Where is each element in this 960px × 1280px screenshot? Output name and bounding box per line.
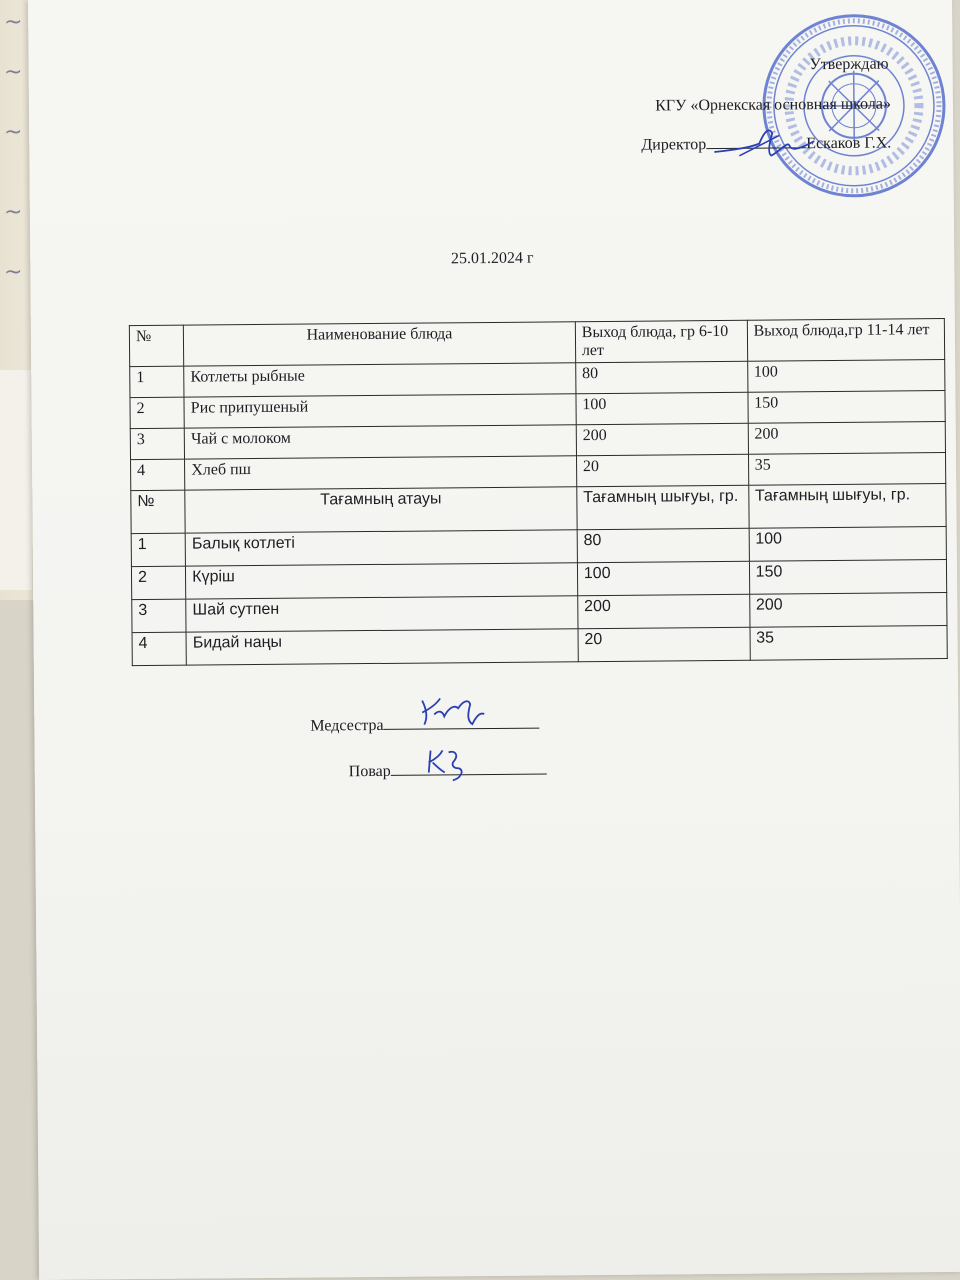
table-header-kz (131, 484, 946, 534)
row-number: 4 (131, 459, 185, 490)
signature-block (310, 714, 547, 808)
dish-name: Шай сутпен (186, 596, 578, 632)
header-portion-kz-b: Тағамның шығуы, гр. (748, 484, 946, 529)
header-number: № (129, 325, 184, 366)
cook-signature-row (349, 760, 547, 808)
row-number: 3 (132, 599, 186, 632)
header-dish-name-kz: Тағамның атауы (185, 487, 577, 533)
dish-name: Балық котлеті (185, 530, 577, 566)
row-number: 1 (131, 533, 185, 566)
document-date: 25.01.2024 г (450, 249, 534, 268)
portion-11-14: 150 (749, 560, 947, 595)
portion-6-10: 200 (578, 594, 750, 628)
cook-label: Повар (348, 762, 391, 781)
portion-6-10: 80 (577, 528, 749, 562)
row-number: 3 (130, 428, 184, 459)
nurse-label: Медсестра (310, 716, 384, 735)
background-scribble: ~ (4, 200, 23, 225)
document-sheet (28, 0, 960, 1280)
header-portion-6-10: Выход блюда, гр 6-10 лет (575, 320, 747, 362)
portion-6-10: 100 (577, 561, 749, 595)
portion-11-14: 200 (748, 422, 946, 455)
row-number: 1 (130, 366, 184, 397)
portion-6-10: 80 (576, 361, 748, 393)
dish-name: Хлеб пш (185, 456, 577, 490)
dish-name: Чай с молоком (184, 425, 576, 459)
dish-name: Бидай наңы (186, 629, 578, 665)
director-signature (709, 121, 819, 166)
dish-name: Рис припушеный (184, 394, 576, 428)
portion-6-10: 100 (576, 392, 748, 424)
header-dish-name: Наименование блюда (184, 322, 576, 366)
portion-11-14: 35 (748, 453, 946, 486)
row-number: 2 (131, 566, 185, 599)
cook-signature (425, 746, 471, 782)
director-name: Ескаков Г.Х. (806, 134, 892, 153)
menu-table (129, 318, 948, 666)
header-portion-11-14: Выход блюда,гр 11-14 лет (747, 319, 945, 362)
row-number: 4 (132, 632, 186, 665)
portion-11-14: 150 (748, 391, 946, 424)
background-scribble: ~ (4, 10, 23, 35)
nurse-signature (418, 694, 488, 729)
portion-11-14: 35 (750, 626, 948, 661)
approve-word: Утверждаю (809, 55, 889, 74)
portion-6-10: 200 (576, 423, 748, 455)
background-scribble: ~ (4, 60, 23, 85)
organization-name: КГУ «Орнекская основная школа» (655, 95, 892, 115)
portion-11-14: 100 (749, 527, 947, 562)
header-number-kz: № (131, 490, 186, 533)
table-header-ru (129, 319, 944, 367)
table-row (132, 626, 947, 666)
header-portion-kz-a: Тағамның шығуы, гр. (577, 485, 749, 529)
portion-6-10: 20 (578, 627, 750, 661)
portion-11-14: 200 (749, 593, 947, 628)
background-calendar (0, 370, 32, 590)
director-label: Директор (641, 136, 707, 154)
portion-11-14: 100 (747, 360, 945, 393)
dish-name: Котлеты рыбные (184, 363, 576, 397)
portion-6-10: 20 (576, 454, 748, 486)
row-number: 2 (130, 397, 184, 428)
background-scribble: ~ (4, 260, 23, 285)
dish-name: Күріш (186, 563, 578, 599)
background-scribble: ~ (4, 120, 23, 145)
